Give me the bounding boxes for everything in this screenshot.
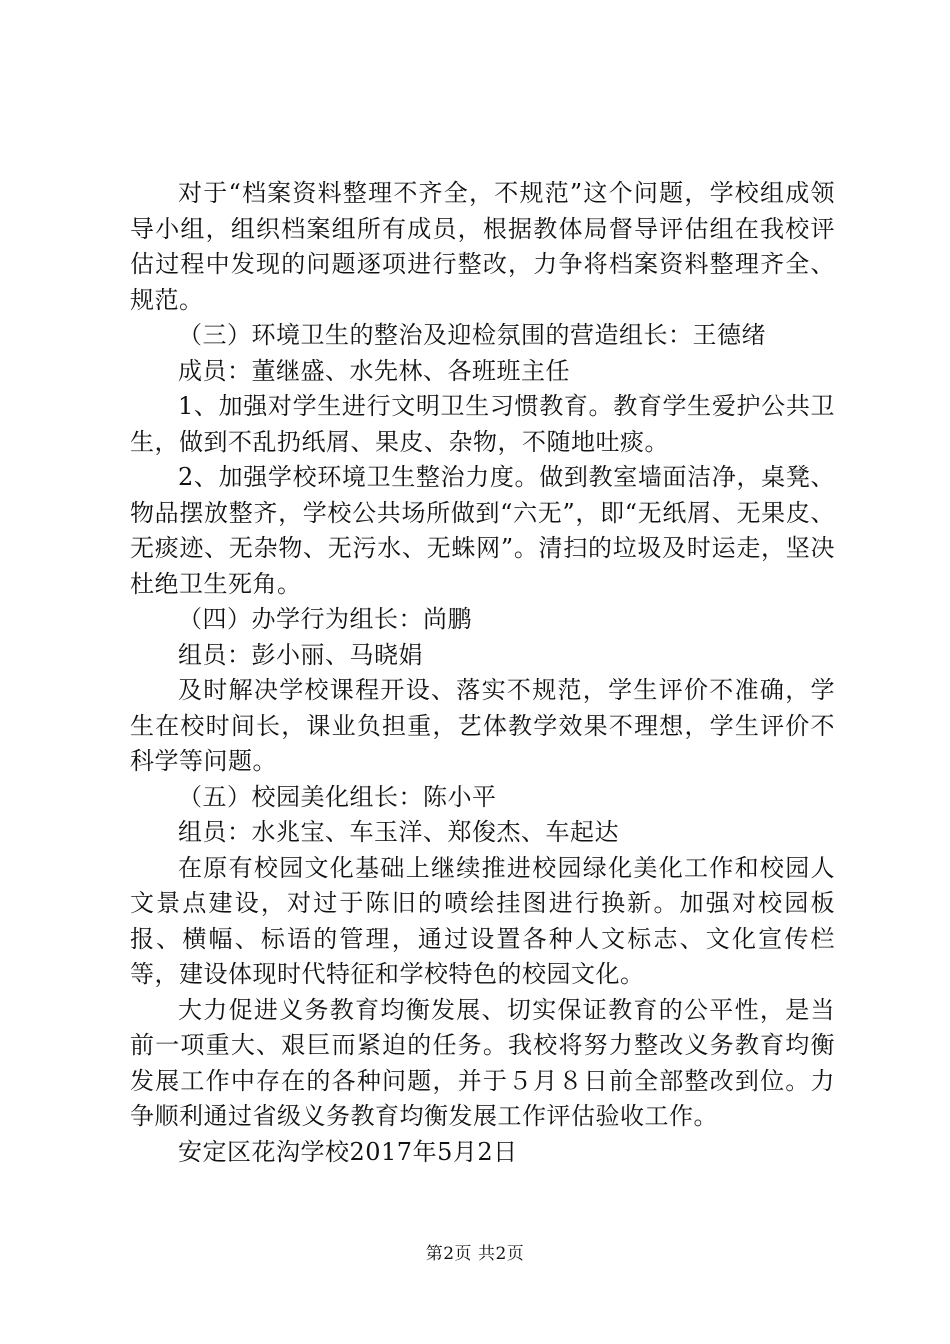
signature-line: 安定区花沟学校2017年5月2日: [178, 1137, 518, 1166]
paragraph-conclusion: 大力促进义务教育均衡发展、切实保证教育的公平性，是当前一项重大、艰巨而紧迫的任务。我校将努力整改义务教育均衡发展工作中存在的各种问题，并于５月８日前全部整改到位。力争顺利通过省级义务教育均衡发展工作评估验收工作。: [130, 995, 835, 1130]
heading-campus-beautification: （五）校园美化组长：陈小平: [178, 782, 497, 811]
page-number: 第2页 共2页: [425, 1244, 525, 1264]
paragraph-school-conduct: 及时解决学校课程开设、落实不规范，学生评价不准确，学生在校时间长，课业负担重，艺体教学效果不理想，学生评价不科学等问题。: [130, 676, 835, 775]
members-environment-hygiene: 成员：董继盛、水先林、各班班主任: [178, 356, 570, 385]
members-campus-beautification: 组员：水兆宝、车玉洋、郑俊杰、车起达: [178, 818, 619, 846]
heading-school-conduct: （四）办学行为组长：尚鹏: [178, 605, 472, 633]
document-body: [130, 176, 835, 1170]
paragraph-campus-beautification: 在原有校园文化基础上继续推进校园绿化美化工作和校园人文景点建设，对过于陈旧的喷绘挂图进行换新。加强对校园板报、横幅、标语的管理，通过设置各种人文标志、文化宣传栏等，建设体现时代特征和学校特色的校园文化。: [130, 853, 835, 988]
page-footer: [0, 1243, 950, 1265]
members-school-conduct: 组员：彭小丽、马晓娟: [178, 640, 423, 669]
heading-environment-hygiene: （三）环境卫生的整治及迎检氛围的营造组长：王德绪: [178, 321, 766, 349]
paragraph-archives: 对于“档案资料整理不齐全，不规范”这个问题，学校组成领导小组，组织档案组所有成员，根据教体局督导评估组在我校评估过程中发现的问题逐项进行整改，力争将档案资料整理齐全、规范。: [130, 179, 835, 314]
item-campus-environment: 2、加强学校环境卫生整治力度。做到教室墙面洁净，桌凳、物品摆放整齐，学校公共场所做到“六无”，即“无纸屑、无果皮、无痰迹、无杂物、无污水、无蛛网”。清扫的垃圾及时运走，坚决杜绝卫生死角。: [130, 463, 835, 598]
item-hygiene-habits: 1、加强对学生进行文明卫生习惯教育。教育学生爱护公共卫生，做到不乱扔纸屑、果皮、杂物，不随地吐痰。: [130, 392, 835, 456]
